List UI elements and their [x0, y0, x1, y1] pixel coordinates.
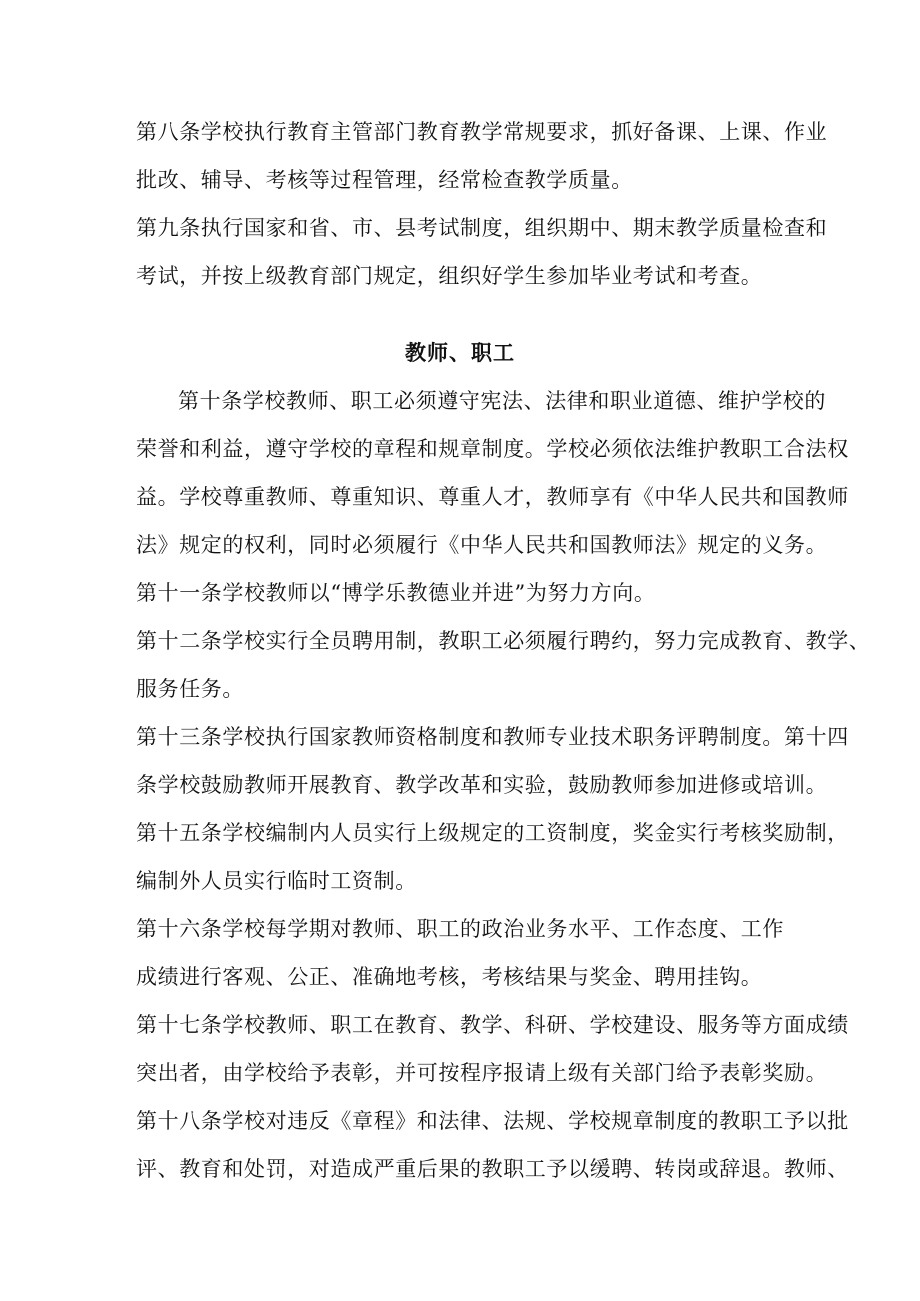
paragraph-line: 第十一条学校教师以“博学乐教德业并进”为努力方向。: [136, 581, 656, 605]
paragraph-line: 第十二条学校实行全员聘用制，教职工必须履行聘约，努力完成教育、教学、: [136, 629, 871, 653]
paragraph-line: 批改、辅导、考核等过程管理，经常检查教学质量。: [136, 168, 633, 192]
paragraph-line: 第十七条学校教师、职工在教育、教学、科研、学校建设、服务等方面成绩: [136, 1013, 849, 1037]
section-heading: 教师、职工: [405, 340, 515, 365]
paragraph-line: 成绩进行客观、公正、准确地考核，考核结果与奖金、聘用挂钩。: [136, 965, 763, 989]
paragraph-line: 法》规定的权利，同时必须履行《中华人民共和国教师法》规定的义务。: [136, 533, 828, 557]
paragraph-line: 益。学校尊重教师、尊重知识、尊重人才，教师享有《中华人民共和国教师: [136, 485, 849, 509]
paragraph-line: 第十六条学校每学期对教师、职工的政治业务水平、工作态度、工作: [136, 917, 784, 941]
paragraph-line: 第十八条学校对违反《章程》和法律、法规、学校规章制度的教职工予以批: [136, 1109, 849, 1133]
paragraph-line: 第八条学校执行教育主管部门教育教学常规要求，抓好备课、上课、作业: [136, 120, 828, 144]
paragraph-line: 第十五条学校编制内人员实行上级规定的工资制度，奖金实行考核奖励制，: [136, 821, 849, 845]
paragraph-line: 荣誉和利益，遵守学校的章程和规章制度。学校必须依法维护教职工合法权: [136, 437, 849, 461]
paragraph-line: 条学校鼓励教师开展教育、教学改革和实验，鼓励教师参加进修或培训。: [136, 773, 828, 797]
paragraph-line: 编制外人员实行临时工资制。: [136, 869, 417, 893]
paragraph-line: 突出者，由学校给予表彰，并可按程序报请上级有关部门给予表彰奖励。: [136, 1061, 828, 1085]
paragraph-line: 服务任务。: [136, 677, 244, 701]
paragraph-line: 第十三条学校执行国家教师资格制度和教师专业技术职务评聘制度。第十四: [136, 725, 849, 749]
paragraph-line: 评、教育和处罚，对造成严重后果的教职工予以缓聘、转岗或辞退。教师、: [136, 1157, 849, 1181]
paragraph-line: 考试，并按上级教育部门规定，组织好学生参加毕业考试和考查。: [136, 264, 763, 288]
paragraph-line: 第九条执行国家和省、市、县考试制度，组织期中、期末教学质量检查和: [136, 216, 828, 240]
paragraph-line: 第十条学校教师、职工必须遵守宪法、法律和职业道德、维护学校的: [178, 389, 826, 413]
